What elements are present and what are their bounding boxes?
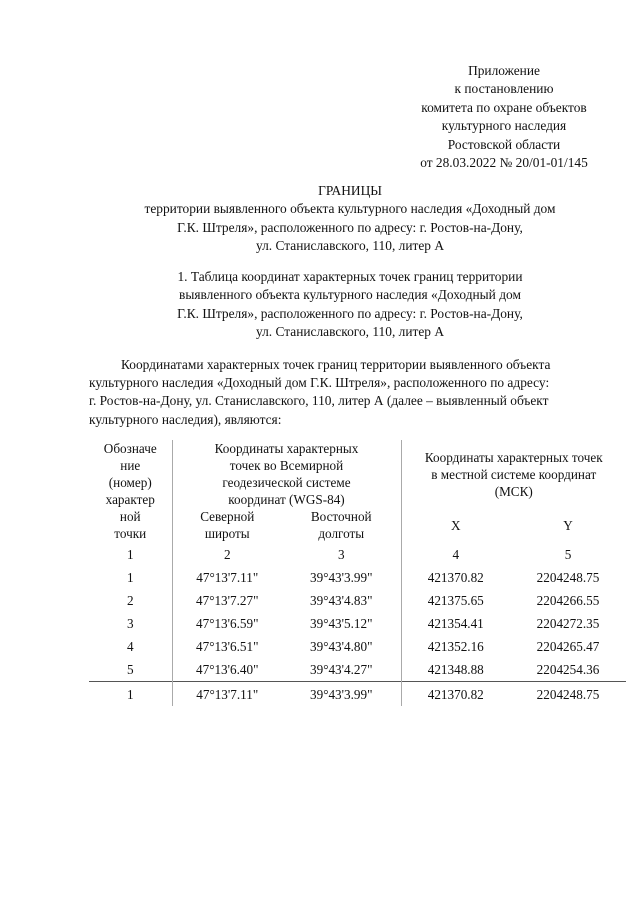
x-value: 421348.88 xyxy=(401,658,510,682)
longitude-value: 39°43'3.99" xyxy=(310,570,373,585)
y-value: 2204248.75 xyxy=(536,570,600,585)
x-value: 421370.82 xyxy=(401,566,510,589)
intro-line: культурного наследия «Доходный дом Г.К. Штреля», расположенного по адресу: xyxy=(89,375,550,391)
header-msk xyxy=(401,440,626,508)
header-text: широты xyxy=(204,526,250,541)
header-longitude xyxy=(282,508,401,542)
column-numbering-row xyxy=(89,542,626,566)
point-number: 5 xyxy=(126,662,134,677)
latitude-value: 47°13'7.11" xyxy=(172,682,282,707)
section-line: ул. Станиславского, 110, литер А xyxy=(256,324,444,340)
x-value: 421375.65 xyxy=(401,589,510,612)
title-line: территории выявленного объекта культурного наследия «Доходный дом xyxy=(144,201,556,217)
header-text: координат (WGS-84) xyxy=(228,492,345,507)
x-value: 421352.16 xyxy=(401,635,510,658)
table-row xyxy=(89,589,626,612)
header-text: долготы xyxy=(318,526,365,541)
section-line: Г.К. Штреля», расположенного по адресу: г. Ростов-на-Дону, xyxy=(177,305,523,321)
latitude-value: 47°13'7.27" xyxy=(172,589,282,612)
y-value: 2204266.55 xyxy=(536,593,600,608)
header-text: Восточной xyxy=(310,509,372,524)
x-value: 421354.41 xyxy=(401,612,510,635)
y-value: 2204272.35 xyxy=(536,616,600,631)
y-value: 2204254.36 xyxy=(536,662,600,677)
point-number: 4 xyxy=(126,639,134,654)
header-x: X xyxy=(401,508,510,542)
longitude-value: 39°43'4.83" xyxy=(310,593,373,608)
intro-line: культурного наследия), являются: xyxy=(89,411,282,427)
column-number: 3 xyxy=(337,546,345,562)
document-title xyxy=(60,182,640,256)
y-value: 2204248.75 xyxy=(510,682,626,707)
header-text: характер xyxy=(105,492,155,507)
header-text: точек во Всемирной xyxy=(229,458,344,473)
point-number: 1 xyxy=(126,570,134,585)
header-latitude xyxy=(172,508,282,542)
title-line: Г.К. Штреля», расположенного по адресу: г. Ростов-на-Дону, xyxy=(177,219,523,235)
header-text: ной xyxy=(119,509,141,524)
x-value: 421370.82 xyxy=(401,682,510,707)
header-text: ние xyxy=(120,458,141,473)
appendix-line: к постановлению xyxy=(454,81,554,97)
latitude-value: 47°13'6.40" xyxy=(172,658,282,682)
table-row xyxy=(89,566,626,589)
header-text: Обозначе xyxy=(103,441,157,456)
appendix-note xyxy=(380,62,628,172)
header-text: Северной xyxy=(200,509,255,524)
header-text: (номер) xyxy=(108,475,152,490)
appendix-line: культурного наследия xyxy=(441,118,567,134)
y-value: 2204265.47 xyxy=(536,639,600,654)
header-text: Координаты характерных xyxy=(214,441,359,456)
longitude-value: 39°43'3.99" xyxy=(282,682,401,707)
column-number: 4 xyxy=(401,542,510,566)
section-line: 1. Таблица координат характерных точек границ территории xyxy=(177,269,523,284)
table-row xyxy=(89,612,626,635)
longitude-value: 39°43'5.12" xyxy=(310,616,373,631)
appendix-line: от 28.03.2022 № 20/01-01/145 xyxy=(420,155,588,171)
latitude-value: 47°13'7.11" xyxy=(172,566,282,589)
appendix-line: комитета по охране объектов xyxy=(421,99,587,115)
table-row xyxy=(89,682,626,707)
latitude-value: 47°13'6.59" xyxy=(172,612,282,635)
column-number: 1 xyxy=(126,546,134,562)
header-text: геодезической системе xyxy=(222,475,351,490)
point-number: 1 xyxy=(89,682,172,707)
appendix-line: Приложение xyxy=(468,63,540,78)
header-point-number xyxy=(89,440,172,542)
coordinates-table xyxy=(89,440,626,706)
section-line: выявленного объекта культурного наследия «Доходный дом xyxy=(179,287,521,303)
table-row xyxy=(89,635,626,658)
section-title xyxy=(60,268,640,342)
longitude-value: 39°43'4.27" xyxy=(310,662,373,677)
longitude-value: 39°43'4.80" xyxy=(310,639,373,654)
column-number: 5 xyxy=(564,546,572,562)
title-line: ул. Станиславского, 110, литер А xyxy=(256,238,444,254)
appendix-line: Ростовской области xyxy=(447,136,561,152)
header-text: Координаты характерных точек xyxy=(424,449,603,465)
intro-paragraph xyxy=(89,356,619,429)
header-text: (МСК) xyxy=(494,483,533,499)
intro-line: г. Ростов-на-Дону, ул. Станиславского, 110, литер А (далее – выявленный объект xyxy=(89,393,549,409)
header-y: Y xyxy=(563,517,573,533)
latitude-value: 47°13'6.51" xyxy=(172,635,282,658)
intro-line: Координатами характерных точек границ территории выявленного объекта xyxy=(121,357,551,372)
point-number: 2 xyxy=(126,593,134,608)
column-number: 2 xyxy=(172,542,282,566)
title-heading: ГРАНИЦЫ xyxy=(318,183,382,198)
header-text: точки xyxy=(114,526,147,541)
point-number: 3 xyxy=(126,616,134,631)
header-wgs84 xyxy=(172,440,401,508)
table-row xyxy=(89,658,626,682)
header-text: в местной системе координат xyxy=(431,466,597,482)
